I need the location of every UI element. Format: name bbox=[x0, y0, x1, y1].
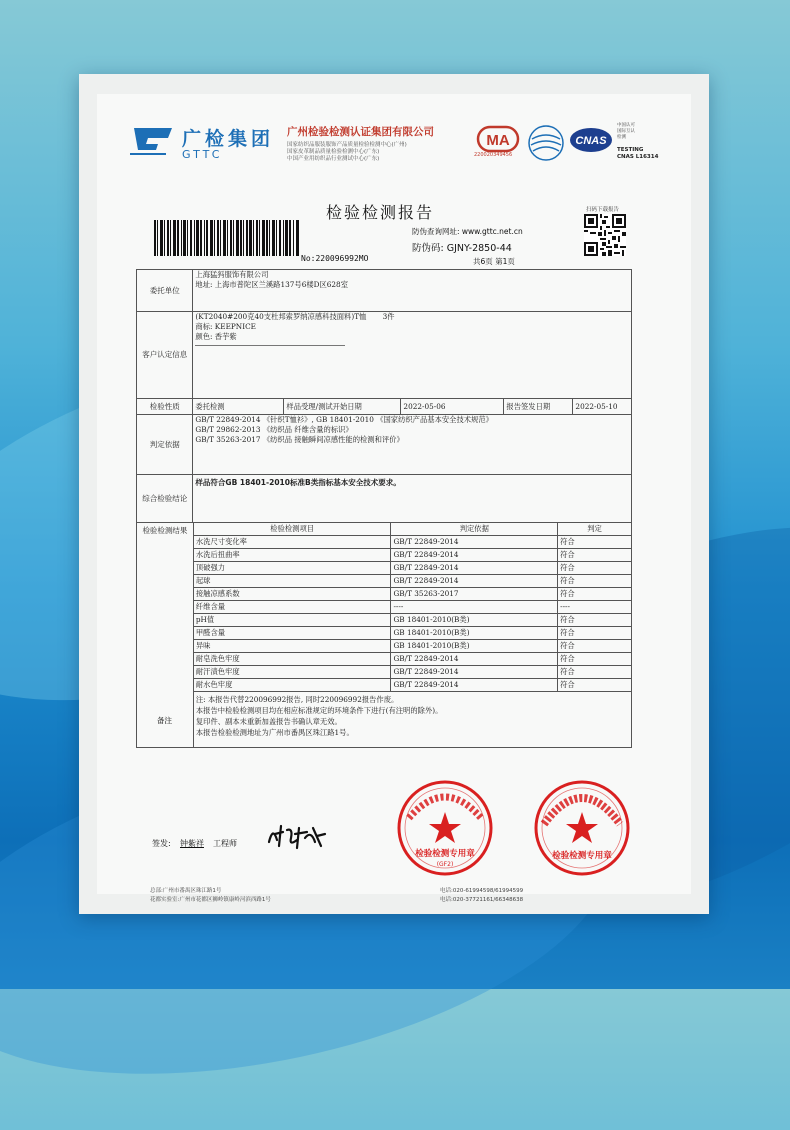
logo-chinese-name: 广检集团 bbox=[182, 128, 275, 150]
results-label: 检验检测结果 bbox=[137, 523, 194, 748]
result-item: 水洗后扭曲率 bbox=[193, 549, 391, 562]
testing-line: 检测 bbox=[617, 135, 626, 140]
sample-info bbox=[193, 312, 632, 399]
seal-code: (GF2) bbox=[436, 861, 454, 868]
cnas-badge-text: CNAS bbox=[575, 135, 607, 147]
footer-hq-address: 总部:广州市番禺区珠江路1号 bbox=[150, 888, 222, 894]
results-table bbox=[136, 522, 632, 748]
result-basis: GB/T 22849-2014 bbox=[391, 562, 558, 575]
sample-row bbox=[137, 312, 632, 399]
result-basis: ---- bbox=[391, 601, 558, 614]
seal-label: 检验检测专用章 bbox=[552, 851, 612, 861]
footer-branch-address: 花都实验室:广州市花都区狮岭镇康岭河滨西路1号 bbox=[150, 897, 271, 903]
results-header-item: 检验检测项目 bbox=[193, 523, 391, 536]
result-basis: GB/T 35263-2017 bbox=[391, 588, 558, 601]
qr-code-icon[interactable] bbox=[584, 214, 626, 256]
conclusion-label: 综合检验结论 bbox=[137, 475, 193, 523]
client-name: 上海猛犸服饰有限公司 bbox=[195, 270, 269, 279]
organization-line: 中国产业用纺织品行业测试中心(广东) bbox=[287, 156, 380, 162]
remarks-line: 本报告检验检测地址为广州市番禺区珠江路1号。 bbox=[195, 728, 354, 737]
result-item: 起球 bbox=[193, 575, 391, 588]
testing-line: 国际互认 bbox=[617, 129, 635, 134]
report-title: 检验检测报告 bbox=[326, 203, 435, 222]
conclusion-row bbox=[137, 475, 632, 523]
remarks-line: 注: 本报告代替220096992报告, 同时220096992报告作废。 bbox=[195, 695, 399, 704]
table-row bbox=[137, 588, 632, 601]
basis-line: GB/T 29862-2013 《纺织品 纤维含量的标识》 bbox=[195, 425, 353, 434]
table-row bbox=[137, 536, 632, 549]
table-row bbox=[137, 666, 632, 679]
result-basis: GB/T 22849-2014 bbox=[391, 536, 558, 549]
table-row bbox=[137, 627, 632, 640]
scan-label: 扫码下载报告 bbox=[586, 207, 620, 213]
official-seal-2 bbox=[532, 778, 632, 878]
result-basis: GB/T 22849-2014 bbox=[391, 653, 558, 666]
nature-label: 检验性质 bbox=[137, 399, 193, 415]
nature-row-inner bbox=[193, 399, 631, 414]
sample-name: (KT2040#200克40支杜邦索罗纳凉感科技面料)T恤 bbox=[195, 312, 367, 321]
conclusion-text: 样品符合GB 18401-2010标准B类指标基本安全技术要求。 bbox=[193, 475, 632, 523]
result-basis: GB/T 22849-2014 bbox=[391, 666, 558, 679]
result-verdict: 符合 bbox=[558, 575, 632, 588]
issued-date: 2022-05-10 bbox=[575, 402, 618, 411]
remarks-line: 本报告中检验检测项目均在相应标准规定的环境条件下进行(有注明的除外)。 bbox=[195, 706, 443, 715]
organization-line: 国家皮革制品质量检验检测中心(广东) bbox=[287, 149, 380, 155]
results-header-basis: 判定依据 bbox=[391, 523, 558, 536]
issued-label: 报告签发日期 bbox=[504, 399, 573, 414]
result-verdict: ---- bbox=[558, 601, 632, 614]
table-row bbox=[137, 562, 632, 575]
cnas-number: CNAS L16314 bbox=[617, 153, 659, 160]
footer-branch-phone: 电话:020-37721161/66348638 bbox=[440, 897, 524, 903]
result-basis: GB 18401-2010(B类) bbox=[391, 614, 558, 627]
table-row bbox=[137, 601, 632, 614]
report-table bbox=[136, 269, 632, 523]
basis-row bbox=[137, 415, 632, 475]
basis-line: GB/T 22849-2014 《针织T恤衫》, GB 18401-2010 《国家纺织产品基本安全技术规范》 bbox=[195, 415, 493, 424]
remarks-label: 备注 bbox=[157, 716, 172, 725]
result-item: 水洗尺寸变化率 bbox=[193, 536, 391, 549]
sample-label: 客户认定信息 bbox=[137, 312, 193, 399]
remarks-text bbox=[193, 692, 631, 748]
table-row bbox=[137, 549, 632, 562]
anti-fake-url: 防伪查询网址: www.gttc.net.cn bbox=[412, 227, 523, 236]
organization-line: 国家纺织品服装服饰产品质量检验检测中心(广州) bbox=[287, 142, 407, 148]
client-label: 委托单位 bbox=[137, 270, 193, 312]
result-verdict: 符合 bbox=[558, 549, 632, 562]
table-row bbox=[137, 614, 632, 627]
result-item: pH值 bbox=[193, 614, 391, 627]
report-number: No:220096992MO bbox=[301, 254, 369, 263]
result-verdict: 符合 bbox=[558, 653, 632, 666]
divider-line bbox=[195, 344, 345, 346]
result-verdict: 符合 bbox=[558, 666, 632, 679]
signer-title: 工程师 bbox=[213, 839, 237, 848]
client-address: 地址: 上海市普陀区兰溪路137号6楼D区628室 bbox=[195, 280, 348, 289]
result-verdict: 符合 bbox=[558, 627, 632, 640]
remarks-row bbox=[137, 692, 632, 748]
nature-value: 委托检测 bbox=[193, 399, 284, 414]
organization-title: 广州检验检测认证集团有限公司 bbox=[287, 126, 434, 138]
ilac-mra-badge-icon bbox=[527, 124, 565, 162]
result-basis: GB/T 22849-2014 bbox=[391, 679, 558, 692]
remarks-line: 复印件、副本未重新加盖报告书确认章无效。 bbox=[195, 717, 342, 726]
result-basis: GB/T 22849-2014 bbox=[391, 549, 558, 562]
result-item: 顶破强力 bbox=[193, 562, 391, 575]
cnas-badge-icon bbox=[568, 126, 614, 154]
result-item: 耐皂洗色牢度 bbox=[193, 653, 391, 666]
footer-hq-phone: 电话:020-61994598/61994599 bbox=[440, 888, 524, 894]
sample-quantity: 3件 bbox=[382, 312, 395, 321]
sample-description bbox=[195, 312, 629, 322]
nature-row-cells bbox=[193, 399, 632, 415]
table-row bbox=[137, 679, 632, 692]
result-verdict: 符合 bbox=[558, 588, 632, 601]
table-row bbox=[137, 575, 632, 588]
result-basis: GB 18401-2010(B类) bbox=[391, 640, 558, 653]
result-item: 异味 bbox=[193, 640, 391, 653]
result-item: 耐汗渍色牢度 bbox=[193, 666, 391, 679]
signature-label: 签发: bbox=[152, 839, 171, 848]
cma-number: 220020349456 bbox=[474, 152, 513, 158]
result-verdict: 符合 bbox=[558, 640, 632, 653]
result-verdict: 符合 bbox=[558, 614, 632, 627]
sample-brand: 商标: KEEPNICE bbox=[195, 322, 256, 331]
testing-accreditation bbox=[617, 123, 635, 141]
barcode-icon bbox=[154, 220, 300, 256]
received-label: 样品受理/测试开始日期 bbox=[284, 399, 401, 414]
client-info bbox=[193, 270, 632, 312]
basis-info bbox=[193, 415, 632, 475]
result-basis: GB 18401-2010(B类) bbox=[391, 627, 558, 640]
anti-fake-code: 防伪码: GJNY-2850-44 bbox=[412, 243, 512, 254]
client-row bbox=[137, 270, 632, 312]
gttc-logo-icon bbox=[128, 124, 176, 158]
result-verdict: 符合 bbox=[558, 562, 632, 575]
result-verdict: 符合 bbox=[558, 679, 632, 692]
nature-row bbox=[137, 399, 632, 415]
table-row bbox=[137, 640, 632, 653]
testing-label: TESTING bbox=[617, 147, 644, 153]
result-basis: GB/T 22849-2014 bbox=[391, 575, 558, 588]
signer-name: 钟紫祥 bbox=[180, 839, 204, 848]
result-item: 纤维含量 bbox=[193, 601, 391, 614]
result-verdict: 符合 bbox=[558, 536, 632, 549]
basis-line: GB/T 35263-2017 《纺织品 接触瞬间凉感性能的检测和评价》 bbox=[195, 435, 404, 444]
result-item: 耐水色牢度 bbox=[193, 679, 391, 692]
cma-badge-icon bbox=[476, 125, 520, 155]
received-date: 2022-05-06 bbox=[401, 399, 504, 414]
page-info: 共6页 第1页 bbox=[473, 257, 515, 266]
testing-cnas-number bbox=[617, 147, 658, 160]
seal-label: 检验检测专用章 bbox=[415, 849, 475, 859]
result-item: 接触凉感系数 bbox=[193, 588, 391, 601]
testing-line: 中国认可 bbox=[617, 123, 635, 128]
cma-badge-text: MA bbox=[486, 132, 510, 149]
official-seal-1 bbox=[395, 778, 495, 878]
results-header-verdict: 判定 bbox=[558, 523, 632, 536]
sample-color: 颜色: 香芋紫 bbox=[195, 332, 237, 341]
table-row bbox=[137, 653, 632, 666]
handwritten-signature bbox=[265, 820, 327, 852]
logo-english-name: GTTC bbox=[182, 148, 223, 161]
result-item: 甲醛含量 bbox=[193, 627, 391, 640]
results-header-row bbox=[137, 523, 632, 536]
basis-label: 判定依据 bbox=[137, 415, 193, 475]
